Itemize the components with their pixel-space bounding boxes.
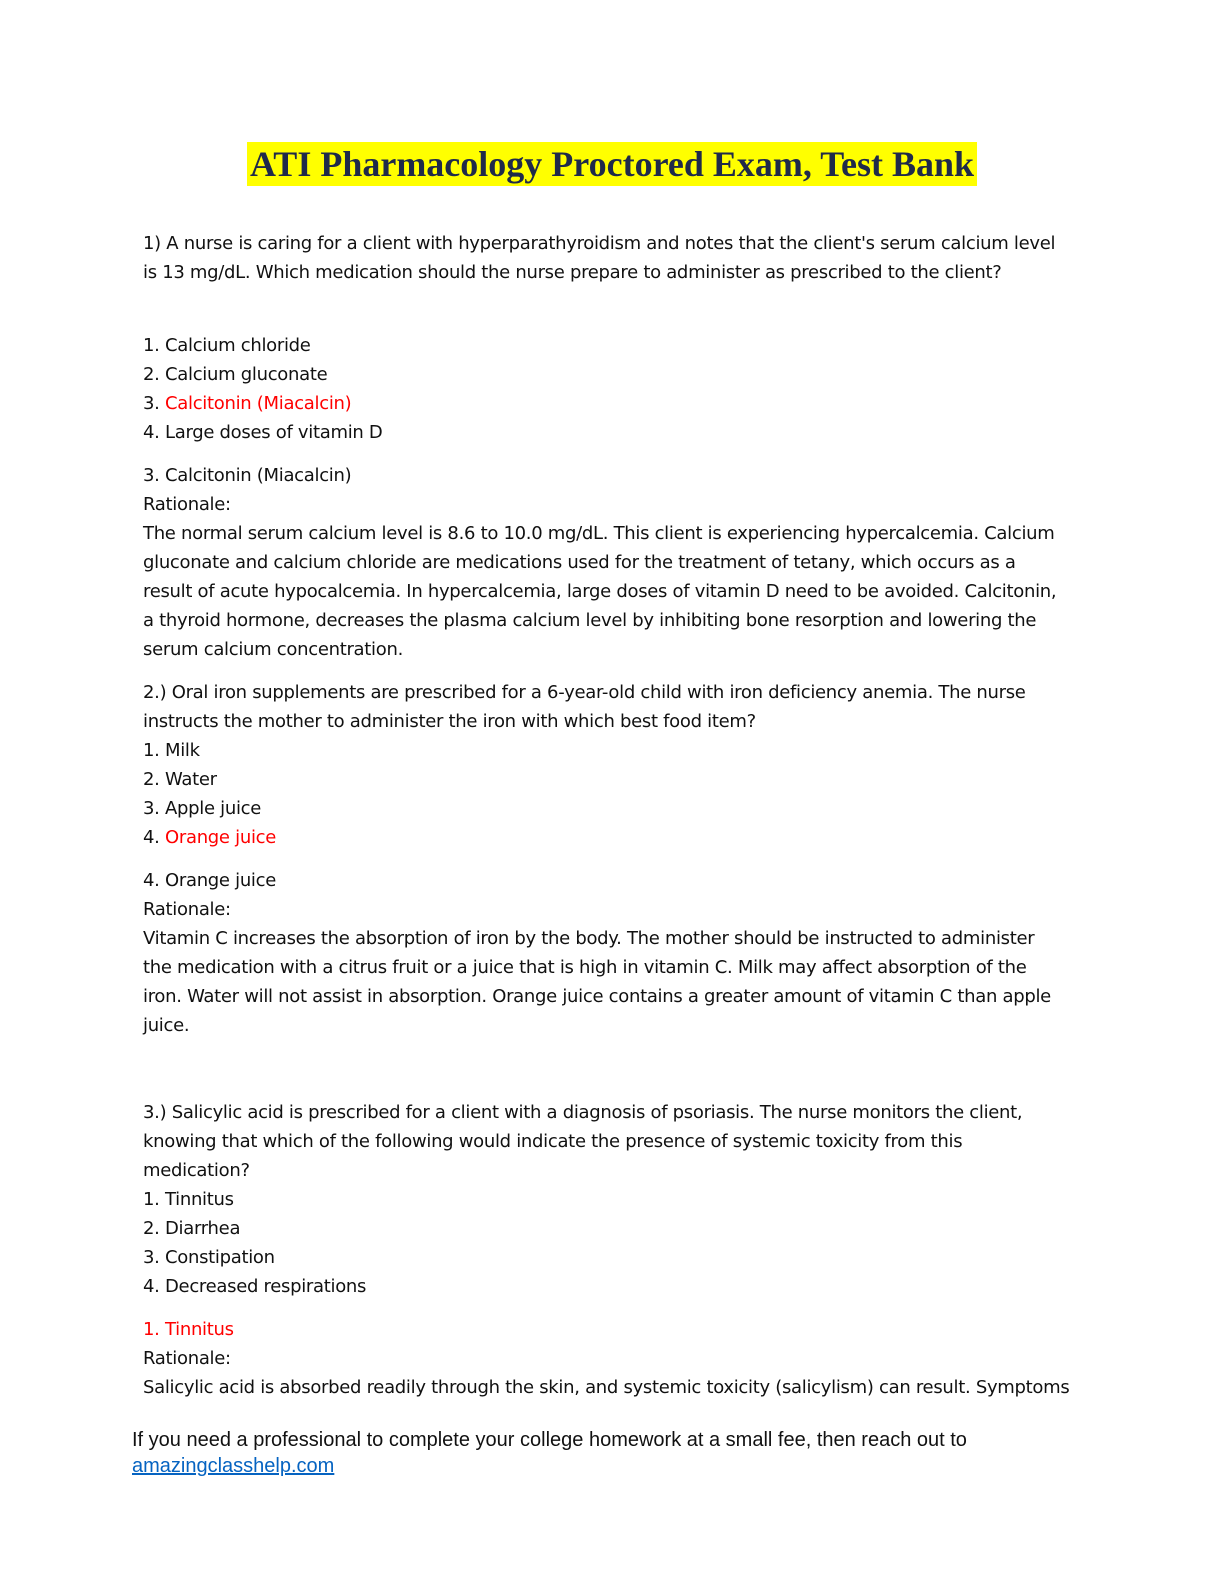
question-1-stem bbox=[143, 229, 1083, 287]
answer-line: 3. Calcitonin (Miacalcin) bbox=[143, 465, 352, 486]
rationale-label: Rationale: bbox=[143, 494, 231, 515]
footer-text: If you need a professional to complete your college homework at a small fee, then reach out to bbox=[132, 1429, 967, 1451]
question-3-stem-line: medication? bbox=[143, 1160, 250, 1181]
footer-promo bbox=[132, 1427, 1132, 1479]
answer-line: 4. Orange juice bbox=[143, 870, 277, 891]
question-1-stem-line: is 13 mg/dL. Which medication should the nurse prepare to administer as prescribed to the client? bbox=[143, 262, 1002, 283]
question-3 bbox=[143, 1098, 1083, 1301]
question-3-stem-line: knowing that which of the following would indicate the presence of systemic toxicity from this bbox=[143, 1131, 963, 1152]
question-2-stem-line: 2.) Oral iron supplements are prescribed for a 6-year-old child with iron deficiency anemia. The nurse bbox=[143, 682, 1026, 703]
question-1-rationale bbox=[143, 461, 1083, 664]
rationale-line: result of acute hypocalcemia. In hypercalcemia, large doses of vitamin D need to be avoided. Calcitonin, bbox=[143, 581, 1057, 602]
option-3: 3. Apple juice bbox=[143, 798, 262, 819]
option-4: 4. Large doses of vitamin D bbox=[143, 422, 383, 443]
question-1-options bbox=[143, 331, 1083, 447]
question-1-stem-line: 1) A nurse is caring for a client with hyperparathyroidism and notes that the client's serum calcium level bbox=[143, 233, 1056, 254]
option-4: 4. Decreased respirations bbox=[143, 1276, 367, 1297]
option-2: 2. Calcium gluconate bbox=[143, 364, 328, 385]
option-2: 2. Diarrhea bbox=[143, 1218, 241, 1239]
rationale-line: a thyroid hormone, decreases the plasma calcium level by inhibiting bone resorption and lowering the bbox=[143, 610, 1037, 631]
title-container bbox=[0, 142, 1224, 186]
question-3-rationale bbox=[143, 1315, 1083, 1402]
option-3: 3. Calcitonin (Miacalcin) bbox=[143, 393, 352, 414]
document-title: ATI Pharmacology Proctored Exam, Test Bank bbox=[247, 142, 977, 186]
correct-option-text: Calcitonin (Miacalcin) bbox=[165, 393, 352, 414]
rationale-line: Salicylic acid is absorbed readily through the skin, and systemic toxicity (salicylism) can result. Symptoms bbox=[143, 1377, 1070, 1398]
rationale-line: the medication with a citrus fruit or a juice that is high in vitamin C. Milk may affect absorption of the bbox=[143, 957, 1027, 978]
option-1: 1. Tinnitus bbox=[143, 1189, 234, 1210]
question-2 bbox=[143, 678, 1083, 852]
rationale-line: iron. Water will not assist in absorption. Orange juice contains a greater amount of vitamin C than apple bbox=[143, 986, 1051, 1007]
option-1: 1. Calcium chloride bbox=[143, 335, 311, 356]
answer-line: 1. Tinnitus bbox=[143, 1319, 234, 1340]
option-1: 1. Milk bbox=[143, 740, 200, 761]
rationale-label: Rationale: bbox=[143, 899, 231, 920]
rationale-line: Vitamin C increases the absorption of iron by the body. The mother should be instructed to administer bbox=[143, 928, 1035, 949]
footer-link[interactable]: amazingclasshelp.com bbox=[132, 1455, 335, 1477]
rationale-line: The normal serum calcium level is 8.6 to 10.0 mg/dL. This client is experiencing hypercalcemia. Calcium bbox=[143, 523, 1055, 544]
rationale-line: gluconate and calcium chloride are medications used for the treatment of tetany, which occurs as a bbox=[143, 552, 1016, 573]
question-3-stem-line: 3.) Salicylic acid is prescribed for a client with a diagnosis of psoriasis. The nurse monitors the client, bbox=[143, 1102, 1023, 1123]
rationale-label: Rationale: bbox=[143, 1348, 231, 1369]
question-2-rationale bbox=[143, 866, 1083, 1040]
option-4: 4. Orange juice bbox=[143, 827, 277, 848]
question-2-stem-line: instructs the mother to administer the iron with which best food item? bbox=[143, 711, 756, 732]
correct-option-text: Orange juice bbox=[165, 827, 277, 848]
rationale-line: serum calcium concentration. bbox=[143, 639, 403, 660]
rationale-line: juice. bbox=[143, 1015, 190, 1036]
option-3: 3. Constipation bbox=[143, 1247, 275, 1268]
option-2: 2. Water bbox=[143, 769, 217, 790]
